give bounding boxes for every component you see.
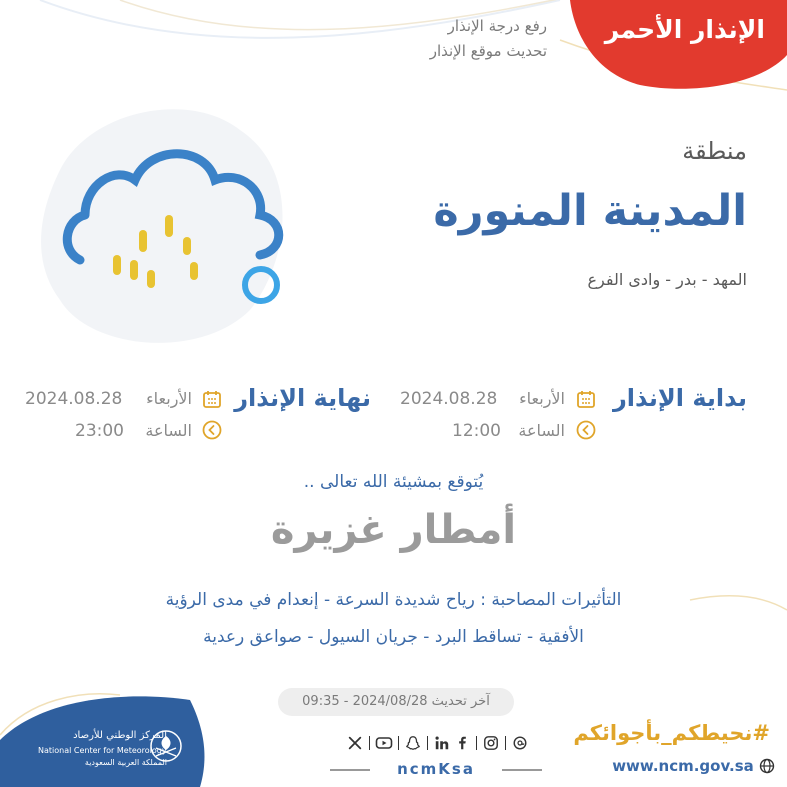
notice-line-1: رفع درجة الإنذار [447, 17, 547, 35]
linkedin-icon[interactable] [433, 734, 451, 752]
alert-level-badge: الإنذار الأحمر [604, 15, 765, 44]
affected-places: المهد - بدر - وادى الفرع [587, 270, 747, 289]
ncm-name-arabic: المركز الوطني للأرصاد [73, 730, 167, 741]
start-day: الأربعاء [519, 389, 565, 408]
forecast-intro: يُتوقع بمشيئة الله تعالى .. [303, 472, 484, 492]
divider [505, 736, 506, 750]
effects-line-1: التأثيرات المصاحبة : رياح شديدة السرعة - إنعدام في مدى الرؤية [165, 590, 622, 610]
end-time-label: الساعة [145, 421, 192, 440]
start-time: 12:00 [452, 421, 501, 441]
divider [398, 736, 399, 750]
divider [427, 736, 428, 750]
calendar-icon [576, 389, 596, 409]
region-name: المدينة المنورة [433, 186, 747, 236]
ncm-country: المملكة العربية السعودية [84, 758, 167, 767]
region-label: منطقة [682, 137, 747, 165]
calendar-icon [202, 389, 222, 409]
effects-line-2: الأفقية - تساقط البرد - جريان السيول - صواعق رعدية [203, 627, 584, 647]
divider [369, 736, 370, 750]
clock-chevron-icon [576, 420, 596, 440]
start-date: 2024.08.28 [400, 389, 498, 409]
website-url[interactable]: www.ncm.gov.sa [612, 757, 754, 775]
end-time: 23:00 [75, 421, 124, 441]
start-time-label: الساعة [518, 421, 565, 440]
divider [476, 736, 477, 750]
snapchat-icon[interactable] [404, 734, 422, 752]
end-title: نهاية الإنذار [234, 384, 371, 412]
instagram-icon[interactable] [482, 734, 500, 752]
circle-accent-icon [238, 262, 284, 308]
threads-icon[interactable] [511, 734, 529, 752]
social-handle[interactable]: ncmKsa [397, 760, 475, 778]
youtube-icon[interactable] [375, 734, 393, 752]
end-date: 2024.08.28 [25, 389, 123, 409]
social-links [326, 732, 548, 754]
end-day: الأربعاء [146, 389, 192, 408]
x-icon[interactable] [346, 734, 364, 752]
forecast-headline: أمطار غزيرة [270, 507, 517, 553]
globe-icon [759, 758, 775, 774]
hashtag: #نحيطكم_بأجوائكم [573, 721, 770, 745]
website-link[interactable] [580, 757, 775, 775]
clock-chevron-icon [202, 420, 222, 440]
ncm-name-english: National Center for Meteorology [38, 746, 167, 755]
notice-line-2: تحديث موقع الإنذار [429, 42, 547, 60]
facebook-icon[interactable] [453, 734, 471, 752]
last-updated: آخر تحديث 2024/08/28 - 09:35 [278, 688, 514, 716]
start-title: بداية الإنذار [612, 384, 747, 412]
